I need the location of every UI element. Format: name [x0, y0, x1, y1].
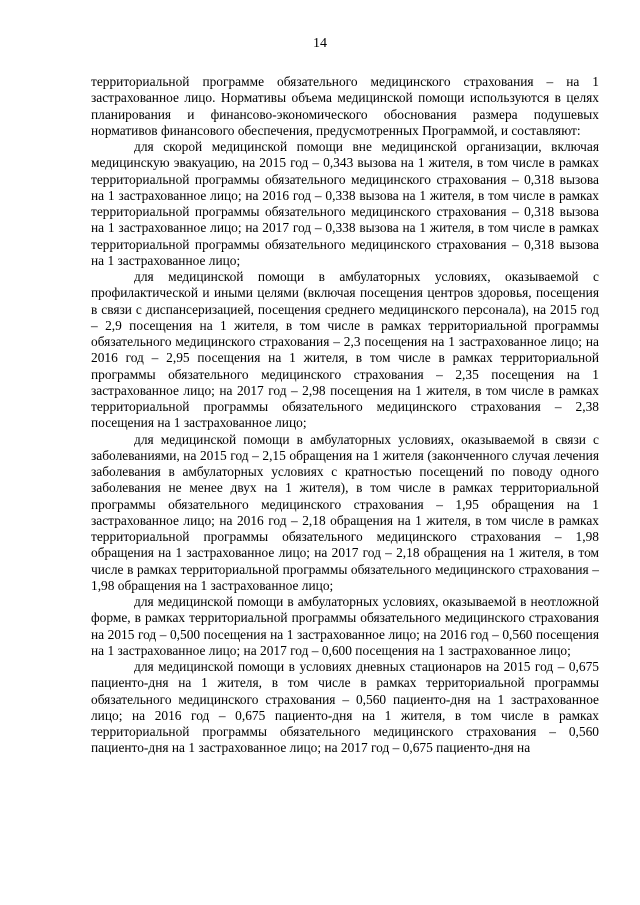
- paragraph-outpatient-preventive: для медицинской помощи в амбулаторных условиях, оказываемой с профилактической и иными целями (включая посещения центров здоровья, посещения в связи с диспансеризацией, посещения среднего медицинского персонала), на 2015 год – 2,9 посещения на 1 жителя, в том числе в рамках территориальной программы обязательного медицинского страхования – 2,3 посещения на 1 застрахованное лицо; на 2016 год – 2,95 посещения на 1 жителя, в том числе в рамках территориальной программы обязательного медицинского страхования – 2,35 посещения на 1 застрахованное лицо; на 2017 год – 2,98 посещения на 1 жителя, в том числе в рамках территориальной программы обязательного медицинского страхования – 2,38 посещения на 1 застрахованное лицо;: [91, 269, 599, 431]
- paragraph-outpatient-disease: для медицинской помощи в амбулаторных условиях, оказываемой в связи с заболеваниями, на 2015 год – 2,15 обращения на 1 жителя (законченного случая лечения заболевания в амбулаторных условиях с кратностью посещений по поводу одного заболевания не менее двух на 1 жителя), в том числе в рамках территориальной программы обязательного медицинского страхования – 1,95 обращения на 1 застрахованное лицо; на 2016 год – 2,18 обращения на 1 жителя, в том числе в рамках территориальной программы обязательного медицинского страхования – 1,98 обращения на 1 застрахованное лицо; на 2017 год – 2,18 обращения на 1 жителя, в том числе в рамках территориальной программы обязательного медицинского страхования – 1,98 обращения на 1 застрахованное лицо;: [91, 431, 599, 593]
- page-number: 14: [313, 36, 327, 51]
- paragraph-outpatient-urgent: для медицинской помощи в амбулаторных условиях, оказываемой в неотложной форме, в рамках территориальной программы обязательного медицинского страхования на 2015 год – 0,500 посещения на 1 застрахованное лицо; на 2016 год – 0,560 посещения на 1 застрахованное лицо; на 2017 год – 0,600 посещения на 1 застрахованное лицо;: [91, 594, 599, 658]
- paragraph-day-hospital: для медицинской помощи в условиях дневных стационаров на 2015 год – 0,675 пациенто-дня на 1 жителя, в том числе в рамках территориальной программы обязательного медицинского страхования – 0,560 пациенто-дня на 1 застрахованное лицо; на 2016 год – 0,675 пациенто-дня на 1 жителя, в том числе в рамках территориальной программы обязательного медицинского страхования – 0,560 пациенто-дня на 1 застрахованное лицо; на 2017 год – 0,675 пациенто-дня на: [91, 659, 599, 756]
- paragraph-emergency-care: для скорой медицинской помощи вне медицинской организации, включая медицинскую эвакуацию, на 2015 год – 0,343 вызова на 1 жителя, в том числе в рамках территориальной программы обязательного медицинского страхования – 0,318 вызова на 1 застрахованное лицо; на 2016 год – 0,338 вызова на 1 жителя, в том числе в рамках территориальной программы обязательного медицинского страхования – 0,318 вызова на 1 застрахованное лицо; на 2017 год – 0,338 вызова на 1 жителя, в том числе в рамках территориальной программы обязательного медицинского страхования – 0,318 вызова на 1 застрахованное лицо;: [91, 139, 599, 268]
- document-body: [91, 74, 599, 757]
- paragraph-continuation: территориальной программе обязательного медицинского страхования – на 1 застрахованное лицо. Нормативы объема медицинской помощи используются в целях планирования и финансово-экономического обоснования размера подушевых нормативов финансового обеспечения, предусмотренных Программой, и составляют:: [91, 74, 599, 138]
